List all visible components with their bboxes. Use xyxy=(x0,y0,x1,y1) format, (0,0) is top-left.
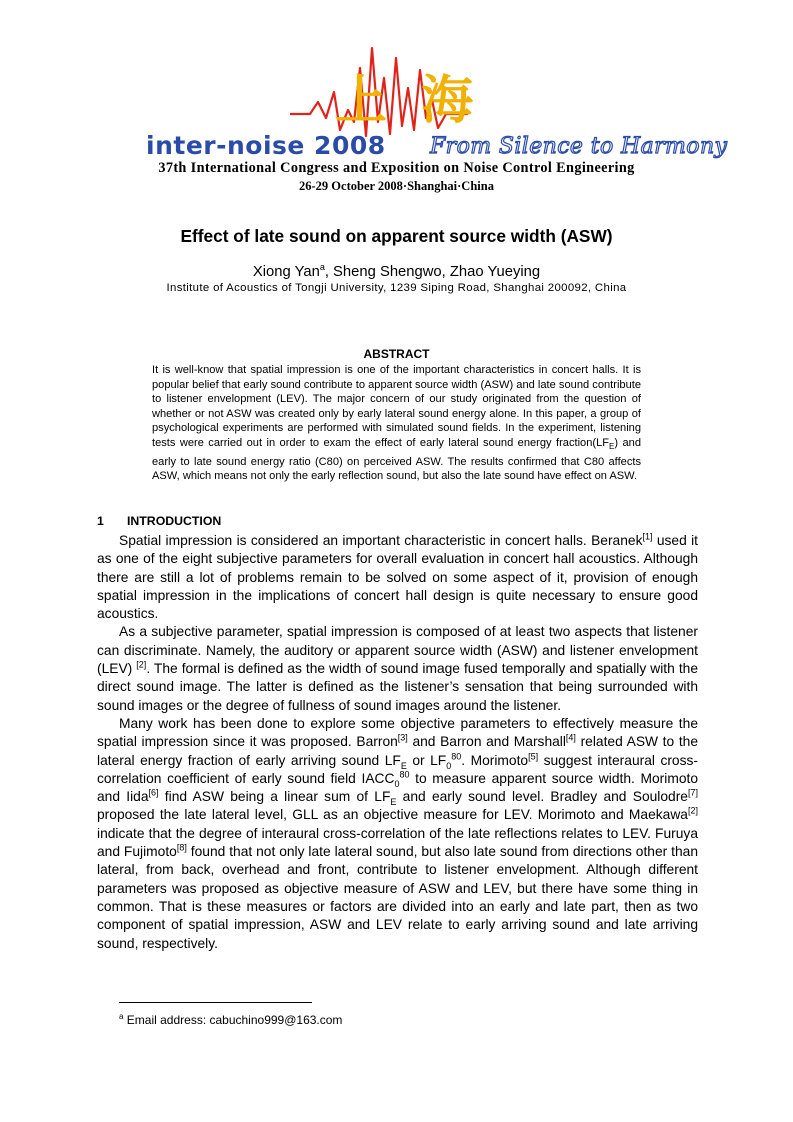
author-footnote-mark: a xyxy=(319,262,325,272)
body-text xyxy=(97,532,698,953)
citation: [4] xyxy=(565,732,576,743)
congress-line: 37th International Congress and Exposition on Noise Control Engineering xyxy=(158,160,635,176)
abstract-text xyxy=(152,363,641,484)
other-authors: , Sheng Shengwo, Zhao Yueying xyxy=(324,263,541,280)
citation: [2] xyxy=(136,659,147,670)
logo-chinese-text: 上海 xyxy=(335,70,508,131)
citation: [5] xyxy=(528,750,539,761)
paragraph: As a subjective parameter, spatial impression is composed of at least two aspects that listener can discriminate. Namely, the auditory or apparent source width (ASW) and listener envelopment (LEV) [2]. The formal is defined as the width of sound image fused temporally and spatially with the direct sound image. The latter is defined as the listener’s sensation that being surrounded with sound images or the degree of fullness of sound images around the listener. xyxy=(97,624,698,713)
abstract-part: It is well-know that spatial impression is one of the important characteristics in concert halls. It is popular belief that early sound contribute to apparent source width (ASW) and late sound contribute to listener envelopment (LEV). The major concern of our study originated from the question of whether or not ASW was created only by early lateral sound energy alone. In this paper, a group of psychological experiments are performed with simulated sound fields. In the experiment, listening tests were carried out in order to exam the effect of early lateral sound energy fraction(LF xyxy=(152,364,641,449)
logo-tagline: From Silence to Harmony xyxy=(430,134,728,159)
abstract-subscript: E xyxy=(609,442,615,452)
conference-logo xyxy=(140,18,728,166)
paper-title: Effect of late sound on apparent source width (ASW) xyxy=(180,226,613,246)
citation: [7] xyxy=(687,787,698,798)
logo-wordmark: inter-noise 2008 xyxy=(146,131,386,160)
section-heading xyxy=(97,514,221,528)
section-title: INTRODUCTION xyxy=(127,514,222,528)
paragraph: Spatial impression is considered an important characteristic in concert halls. Beranek[1] used it as one of the eight subjective parameters for overall evaluation in concert hall acoustics. Although there are still a lot of problems remain to be solved on some aspect of it, provision of enough spatial impression in the implications of concert hall design is quite necessary to ensure good acoustics. xyxy=(97,531,698,622)
citation: [1] xyxy=(642,531,653,542)
abstract-heading: ABSTRACT xyxy=(363,347,430,361)
footnote-text: Email address: cabuchino999@163.com xyxy=(123,1013,343,1027)
citation: [6] xyxy=(148,787,159,798)
author-line xyxy=(0,262,793,280)
abstract-part: ) and early to late sound energy ratio (C80) on perceived ASW. The results confirmed that C80 affects ASW, which means not only the early reflection sound, but also the late sound have effect on ASW. xyxy=(152,436,641,483)
footnote xyxy=(119,1012,342,1027)
paragraph: Many work has been done to explore some objective parameters to effectively measure the spatial impression since it was proposed. Barron[3] and Barron and Marshall[4] related ASW to the lateral energy fraction of early arriving sound $LF_E$ or $LF_0^{80}$. Morimoto[5] suggest interaural cross-correlation coefficient of early sound field $IACC_0^{80}$ to measure apparent source width. Morimoto and Iida[6] find ASW being a linear sum of $LF_E$ and early sound level. Bradley and Soulodre[7] proposed the late lateral level, GLL as an objective measure for LEV. Morimoto and Maekawa[2] indicate that the degree of interaural cross-correlation of the late reflections relates to LEV. Furuya and Fujimoto[8] found that not only late lateral sound, but also late sound from directions other than lateral, from back, overhead and front, contribute to listener envelopment. Although different parameters was proposed as objective measure of ASW and LEV, but there have some thing in common. That is these measures or factors are divided into an early and late part, then as two component of spatial impression, ASW and LEV relate to early arriving sound and late arriving sound, respectively. xyxy=(97,715,699,951)
citation: [8] xyxy=(176,842,187,853)
affiliation: Institute of Acoustics of Tongji University, 1239 Siping Road, Shanghai 200092, China xyxy=(166,282,627,294)
citation: [3] xyxy=(397,732,408,743)
first-author: Xiong Yan xyxy=(252,263,320,280)
section-number: 1 xyxy=(97,514,104,528)
footnote-mark: a xyxy=(119,1012,124,1021)
date-location-line: 26-29 October 2008·Shanghai·China xyxy=(299,179,494,193)
citation: [2] xyxy=(687,805,698,816)
footnote-rule xyxy=(119,1002,312,1003)
